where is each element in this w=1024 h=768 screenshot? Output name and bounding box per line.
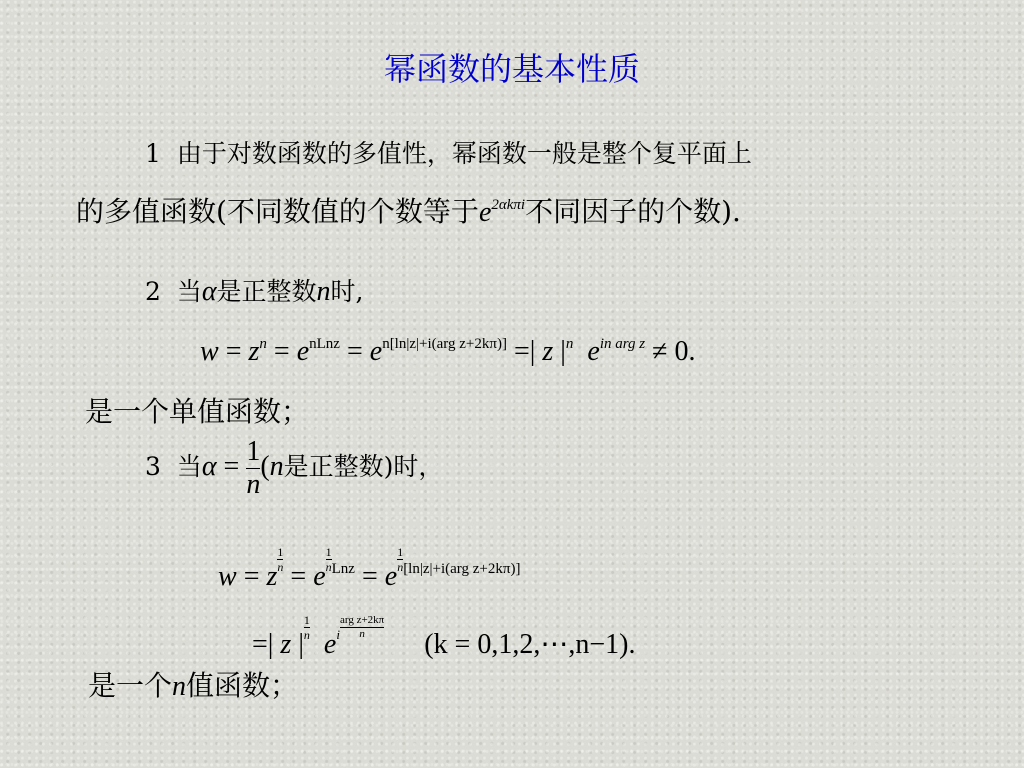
item2-conclusion: 是一个单值函数； — [85, 395, 310, 428]
item1-line2 — [76, 190, 741, 230]
item2-formula — [200, 336, 695, 368]
f2-tail: ≠ 0. — [645, 336, 696, 367]
f3b-exp-frac — [340, 615, 384, 640]
f3b-eq: =| — [252, 629, 281, 660]
f3b-exp-i: i — [336, 627, 340, 642]
f2-z: z — [248, 336, 260, 367]
f2-e1: e — [296, 336, 310, 367]
f3-e2-exp-num: 1 — [397, 545, 404, 559]
f3-w: w — [218, 561, 237, 592]
f3-e2-tail: [ln|z|+i(arg z+2kπ)] — [403, 561, 521, 577]
f2-z2-exp: n — [565, 336, 574, 352]
f3b-bar: | — [291, 629, 304, 660]
f2-e3-exp: in arg z — [599, 336, 646, 352]
item3-paren: ( — [260, 451, 270, 482]
f3b-abs-exp-den: n — [303, 628, 310, 642]
f3-eq3: = — [354, 561, 385, 592]
f3-e2-exp-den: n — [397, 560, 404, 574]
f3-eq1: = — [236, 561, 267, 592]
f3b-exp-num: arg z+2kπ — [339, 614, 385, 626]
item3-conclusion — [88, 664, 298, 704]
item3-formula2 — [252, 614, 635, 661]
item3-cond-pre: 当 — [176, 452, 202, 481]
item2-cond-mid: 是正整数 — [216, 277, 317, 306]
item1-number: 1 — [145, 139, 161, 168]
f3-z: z — [266, 561, 278, 592]
item1-text-line2-pre: 的多值函数(不同数值的个数等于 — [76, 195, 479, 228]
item3-frac-num: 1 — [246, 436, 261, 467]
item3-cond-post: 是正整数)时， — [283, 452, 444, 481]
item1-text-line1: 由于对数函数的多值性，幂函数一般是整个复平面上 — [176, 139, 752, 168]
item3-number: 3 — [145, 452, 161, 481]
f3b-abs-exp-num: 1 — [303, 613, 310, 627]
f3b-e: e — [323, 629, 337, 660]
f3-z-exp-num: 1 — [277, 545, 284, 559]
f2-e2: e — [369, 336, 383, 367]
item3-eq: = — [216, 451, 247, 482]
f3b-exp-den: n — [359, 628, 365, 640]
f2-z-exp: n — [259, 336, 267, 352]
f3-z-exp-den: n — [277, 560, 284, 574]
item3-formula1 — [218, 546, 520, 593]
f2-bar: | — [553, 336, 566, 367]
f2-eq4: =| — [506, 336, 543, 367]
item3-conclusion-post: 值函数； — [186, 669, 299, 702]
f2-eq1: = — [218, 336, 249, 367]
item3-alpha: α — [201, 451, 217, 482]
f2-eq2: = — [266, 336, 297, 367]
item3-condition — [145, 438, 443, 499]
f3-e1-exp-den: n — [325, 560, 332, 574]
item2-n: n — [316, 276, 331, 307]
item2-cond-post: 时, — [330, 277, 364, 306]
f2-e1-exp: nLnz — [309, 336, 340, 352]
item2-condition — [145, 272, 364, 308]
item3-fraction — [246, 438, 260, 499]
f3b-z: z — [280, 629, 292, 660]
f3b-abs-exp-frac — [304, 614, 310, 641]
f2-w: w — [200, 336, 219, 367]
item1-line1 — [145, 134, 752, 170]
f2-e3: e — [587, 336, 600, 367]
f3-e1: e — [313, 561, 326, 592]
f3-e2: e — [384, 561, 398, 592]
item3-conclusion-pre: 是一个 — [88, 669, 173, 702]
item2-cond-pre: 当 — [176, 277, 202, 306]
slide-title: 幂函数的基本性质 — [383, 50, 640, 88]
f2-e2-exp: n[ln|z|+i(arg z+2kπ)] — [382, 336, 507, 352]
f2-eq3: = — [339, 336, 370, 367]
item1-e-symbol: e — [478, 197, 492, 228]
f3-e1-exp-num: 1 — [325, 545, 332, 559]
item3-n: n — [269, 451, 284, 482]
f3b-range: (k = 0,1,2,⋯,n−1). — [424, 629, 636, 660]
item3-frac-den: n — [246, 469, 261, 500]
item1-e-exponent: 2αkπi — [491, 197, 526, 213]
f3-eq2: = — [283, 561, 314, 592]
item2-alpha: α — [201, 276, 217, 307]
item3-conclusion-n: n — [172, 671, 187, 702]
f3-e1-tail: Lnz — [331, 561, 355, 577]
item1-text-line2-post: 不同因子的个数). — [525, 195, 741, 228]
f2-z2: z — [542, 336, 554, 367]
item2-number: 2 — [145, 277, 161, 306]
